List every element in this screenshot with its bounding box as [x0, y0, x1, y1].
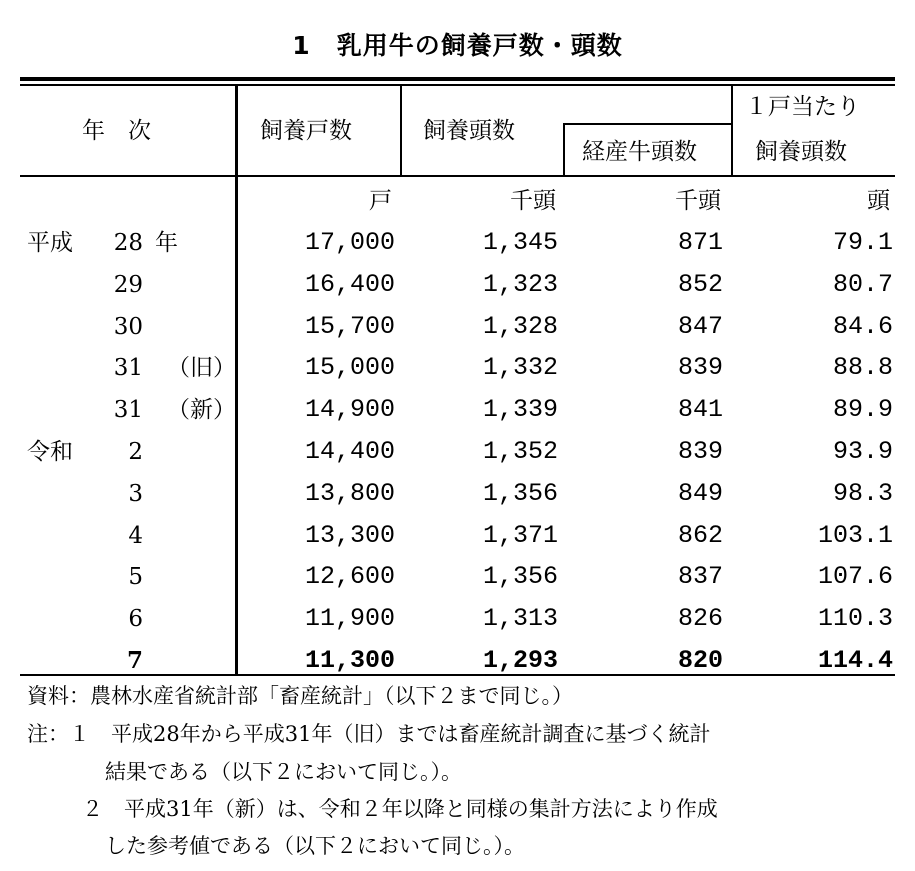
- cell-head: 1,332: [482, 353, 558, 382]
- row-label: [27, 479, 155, 509]
- cell-per-household: 89.9: [832, 395, 893, 424]
- cell-per-household: 93.9: [832, 437, 893, 466]
- row-year: 3: [128, 481, 143, 507]
- cell-head: 1,356: [482, 562, 558, 591]
- cell-households: 11,300: [304, 646, 395, 675]
- cell-per-household: 80.7: [832, 270, 893, 299]
- row-year: 2: [128, 439, 143, 465]
- cell-head: 1,356: [482, 479, 558, 508]
- row-label: [27, 521, 155, 551]
- row-year: 28: [113, 230, 143, 256]
- divider-households: [400, 86, 402, 177]
- cell-parous: 862: [677, 521, 723, 550]
- row-label: [27, 646, 155, 676]
- header-bottom-rule: [20, 175, 895, 177]
- cell-per-household: 110.3: [817, 604, 893, 633]
- cell-parous: 852: [677, 270, 723, 299]
- cell-parous: 837: [677, 562, 723, 591]
- row-label: [27, 312, 155, 342]
- row-label: [27, 562, 155, 592]
- cell-head: 1,345: [482, 228, 558, 257]
- note-1-line-1: 注：１ 平成28年から平成31年（旧）までは畜産統計調査に基づく統計: [27, 722, 711, 746]
- row-label: [27, 395, 236, 425]
- unit-head: 千頭: [510, 188, 556, 214]
- row-year: 31: [113, 355, 143, 381]
- cell-households: 15,000: [304, 353, 395, 382]
- cell-head: 1,328: [482, 312, 558, 341]
- cell-head: 1,339: [482, 395, 558, 424]
- cell-per-household: 79.1: [832, 228, 893, 257]
- note-1-line-2: 結果である（以下２において同じ。）。: [105, 760, 462, 784]
- cell-per-household: 84.6: [832, 312, 893, 341]
- cell-parous: 871: [677, 228, 723, 257]
- cell-households: 17,000: [304, 228, 395, 257]
- unit-households: 戸: [369, 188, 392, 214]
- unit-parous: 千頭: [675, 188, 721, 214]
- divider-parous: [563, 123, 565, 177]
- header-parous: 経産牛頭数: [582, 139, 697, 165]
- row-era: 平成: [27, 230, 73, 256]
- row-year: 4: [128, 523, 143, 549]
- cell-households: 14,900: [304, 395, 395, 424]
- row-label: [27, 353, 236, 383]
- row-year: 6: [128, 606, 143, 632]
- header-mid-rule: [563, 123, 732, 125]
- cell-per-household: 114.4: [817, 646, 893, 675]
- cell-parous: 839: [677, 353, 723, 382]
- row-year: 7: [126, 647, 143, 674]
- cell-head: 1,313: [482, 604, 558, 633]
- cell-parous: 820: [677, 646, 723, 675]
- divider-per: [731, 86, 733, 177]
- row-year: 5: [128, 564, 143, 590]
- table-title: 1 乳用牛の飼養戸数・頭数: [292, 31, 623, 60]
- header-per-household-2: 飼養頭数: [755, 139, 847, 165]
- cell-parous: 839: [677, 437, 723, 466]
- header-households: 飼養戸数: [260, 118, 352, 144]
- cell-per-household: 107.6: [817, 562, 893, 591]
- cell-households: 13,300: [304, 521, 395, 550]
- row-label: [27, 604, 155, 634]
- cell-head: 1,371: [482, 521, 558, 550]
- row-era: 令和: [27, 439, 73, 465]
- cell-head: 1,352: [482, 437, 558, 466]
- note-2-line-2: した参考値である（以下２において同じ。）。: [105, 834, 525, 858]
- cell-head: 1,323: [482, 270, 558, 299]
- cell-per-household: 103.1: [817, 521, 893, 550]
- header-year: 年 次: [82, 118, 151, 144]
- header-head: 飼養頭数: [423, 118, 515, 144]
- row-year: 31: [113, 397, 143, 423]
- row-year: 30: [113, 314, 143, 340]
- cell-parous: 841: [677, 395, 723, 424]
- row-label: [27, 437, 155, 467]
- top-rule-thin: [20, 84, 895, 86]
- header-per-household-1: １戸当たり: [745, 94, 860, 120]
- cell-households: 11,900: [304, 604, 395, 633]
- cell-parous: 847: [677, 312, 723, 341]
- source-note: 資料：農林水産省統計部「畜産統計」（以下２まで同じ。）: [27, 684, 573, 708]
- cell-per-household: 98.3: [832, 479, 893, 508]
- row-label: [27, 228, 178, 258]
- top-rule-thick: [20, 77, 895, 81]
- cell-households: 15,700: [304, 312, 395, 341]
- row-year-suffix: 年: [155, 230, 178, 256]
- cell-households: 14,400: [304, 437, 395, 466]
- cell-parous: 849: [677, 479, 723, 508]
- cell-parous: 826: [677, 604, 723, 633]
- row-year-suffix: （旧）: [167, 355, 236, 381]
- cell-households: 16,400: [304, 270, 395, 299]
- row-year: 29: [113, 272, 143, 298]
- cell-head: 1,293: [482, 646, 558, 675]
- row-label: [27, 270, 155, 300]
- cell-per-household: 88.8: [832, 353, 893, 382]
- row-year-suffix: （新）: [167, 397, 236, 423]
- unit-per-household: 頭: [867, 188, 890, 214]
- cell-households: 12,600: [304, 562, 395, 591]
- note-2-line-1: ２ 平成31年（新）は、令和２年以降と同様の集計方法により作成: [82, 797, 718, 821]
- cell-households: 13,800: [304, 479, 395, 508]
